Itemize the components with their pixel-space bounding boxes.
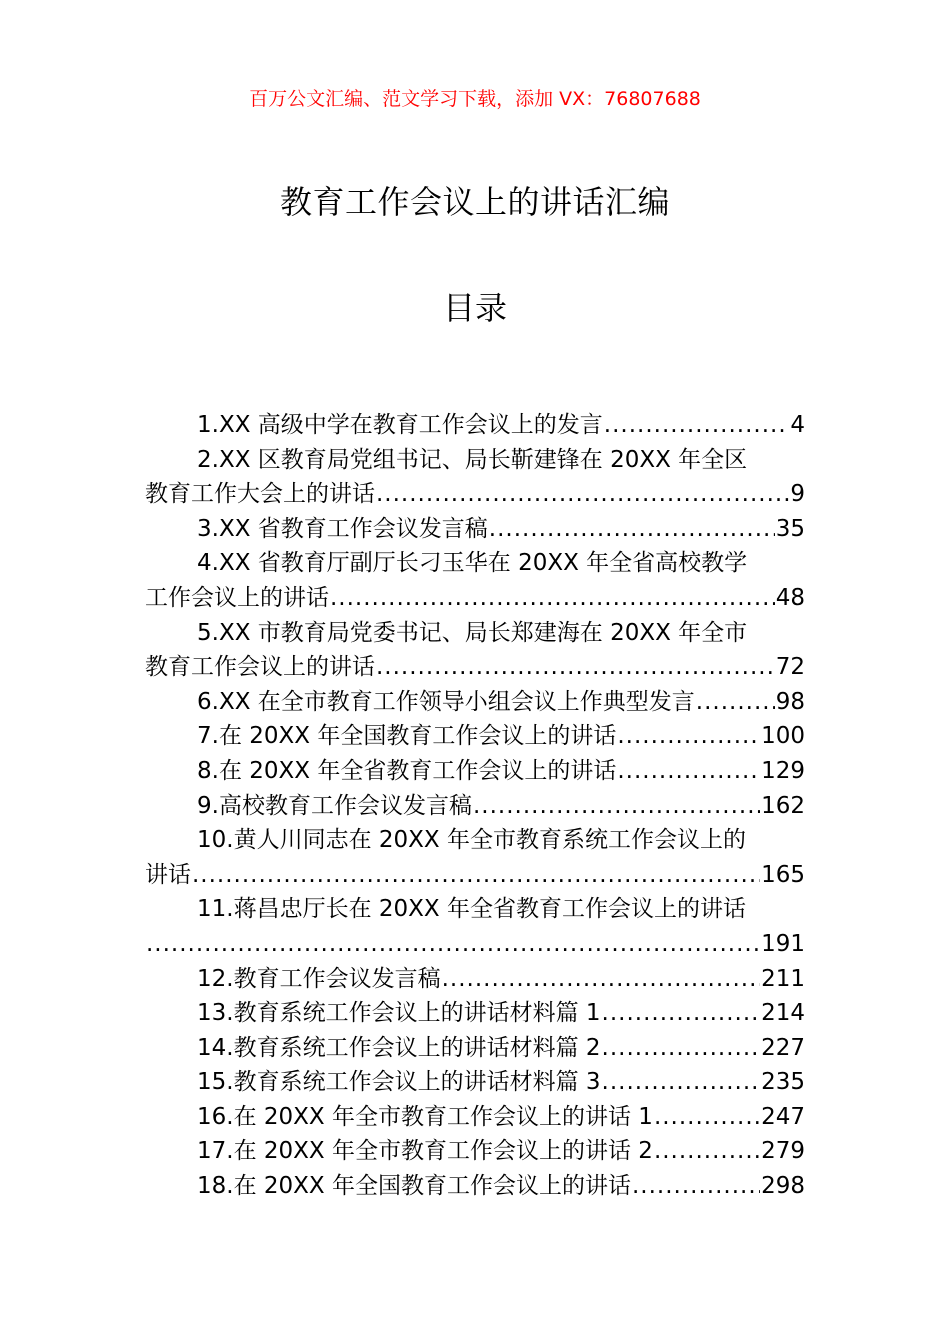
toc-entry[interactable] (145, 443, 805, 512)
dot-leader (376, 650, 775, 685)
toc-entry-line (145, 789, 805, 824)
toc-entry[interactable] (145, 1031, 805, 1066)
dot-leader (602, 1031, 761, 1066)
toc-page-number: 4 (790, 412, 805, 438)
dot-leader (146, 927, 760, 962)
toc-entry-title: 4.XX 省教育厅副厅长刁玉华在 20XX 年全省高校教学 (197, 550, 748, 577)
toc-entry-line (145, 1169, 805, 1204)
toc-entry-title-continued: 教育工作会议上的讲话 (145, 654, 375, 681)
toc-entry[interactable] (145, 754, 805, 789)
promo-banner: 百万公文汇编、范文学习下载，添加 VX：76807688 (249, 88, 701, 110)
toc-heading: 目录 (442, 289, 507, 327)
toc-page-number: 227 (761, 1034, 805, 1061)
toc-entry-title-continued: 教育工作大会上的讲话 (145, 481, 375, 508)
toc-entry-continuation (145, 477, 805, 512)
toc-page-number: 279 (761, 1138, 805, 1165)
toc-entry-title: 16.在 20XX 年全市教育工作会议上的讲话 1 (197, 1103, 653, 1130)
toc-entry-line (145, 962, 805, 997)
toc-entry[interactable] (145, 546, 805, 615)
toc-entry-line (145, 616, 805, 651)
toc-entry-title: 1.XX 高级中学在教育工作会议上的发言 (197, 412, 603, 438)
toc-page-number: 48 (775, 584, 805, 611)
dot-leader (604, 408, 790, 443)
toc-page-number: 235 (761, 1069, 805, 1096)
toc-entry-line (145, 1031, 805, 1066)
toc-entry-title: 9.高校教育工作会议发言稿 (197, 792, 472, 819)
toc-entry-line (145, 1100, 805, 1135)
document-title: 教育工作会议上的讲话汇编 (279, 183, 670, 221)
dot-leader (489, 512, 775, 547)
toc-entry[interactable] (145, 823, 805, 892)
toc-entry-line (145, 685, 805, 720)
toc-page-number: 9 (790, 481, 805, 508)
toc-entry-title: 5.XX 市教育局党委书记、局长郑建海在 20XX 年全市 (197, 619, 748, 646)
toc-entry-title-continued: 工作会议上的讲话 (145, 584, 329, 611)
dot-leader (192, 858, 760, 893)
toc-page-number: 35 (775, 515, 805, 542)
toc-page-number: 72 (775, 654, 805, 681)
toc-entry-title: 14.教育系统工作会议上的讲话材料篇 2 (197, 1034, 601, 1061)
dot-leader (602, 996, 761, 1031)
toc-entry-line (145, 754, 805, 789)
toc-entry[interactable] (145, 1169, 805, 1204)
dot-leader (632, 1169, 760, 1204)
toc-page-number: 191 (761, 930, 805, 957)
toc-page-number: 247 (761, 1103, 805, 1130)
toc-entry-continuation (145, 858, 805, 893)
dot-leader (330, 581, 775, 616)
toc-entry-line (145, 512, 805, 547)
toc-entry-title: 10.黄人川同志在 20XX 年全市教育系统工作会议上的 (197, 827, 746, 854)
toc-entry[interactable] (145, 962, 805, 997)
toc-entry[interactable] (145, 1065, 805, 1100)
toc-entry-title: 11.蒋昌忠厅长在 20XX 年全省教育工作会议上的讲话 (197, 896, 746, 923)
toc-entry-line (145, 443, 805, 478)
toc-entry-title: 2.XX 区教育局党组书记、局长靳建锋在 20XX 年全区 (197, 446, 748, 473)
dot-leader (696, 685, 775, 720)
toc-entry[interactable] (145, 685, 805, 720)
toc-entry-continuation (145, 650, 805, 685)
toc-page-number: 298 (761, 1173, 805, 1200)
toc-entry[interactable] (145, 892, 805, 961)
toc-entry[interactable] (145, 1100, 805, 1135)
toc-page-number: 129 (761, 757, 805, 784)
toc-entry-title: 13.教育系统工作会议上的讲话材料篇 1 (197, 1000, 601, 1027)
dot-leader (617, 719, 760, 754)
toc-page-number: 165 (761, 861, 805, 888)
toc-entry-title: 7.在 20XX 年全国教育工作会议上的讲话 (197, 723, 617, 750)
toc-entry-line (145, 1065, 805, 1100)
toc-entry-title: 8.在 20XX 年全省教育工作会议上的讲话 (197, 757, 617, 784)
dot-leader (376, 477, 789, 512)
toc-entry-continuation (145, 581, 805, 616)
toc-page-number: 214 (761, 1000, 805, 1027)
toc-entry-title: 17.在 20XX 年全市教育工作会议上的讲话 2 (197, 1138, 653, 1165)
dot-leader (617, 754, 760, 789)
toc-page-number: 211 (761, 965, 805, 992)
dot-leader (442, 962, 761, 997)
toc-entry-title: 15.教育系统工作会议上的讲话材料篇 3 (197, 1069, 601, 1096)
dot-leader (473, 789, 760, 824)
toc-entry-line (145, 1134, 805, 1169)
dot-leader (654, 1100, 760, 1135)
toc-entry-line (145, 823, 805, 858)
toc-page-number: 100 (761, 723, 805, 750)
dot-leader (654, 1134, 760, 1169)
toc-entry-line (145, 546, 805, 581)
toc-entry-title: 3.XX 省教育工作会议发言稿 (197, 515, 488, 542)
toc-entry[interactable] (145, 789, 805, 824)
toc-entry-title: 18.在 20XX 年全国教育工作会议上的讲话 (197, 1173, 631, 1200)
toc-page-number: 98 (775, 688, 805, 715)
toc-entry-title-continued: 讲话 (145, 861, 191, 888)
toc-entry-title: 6.XX 在全市教育工作领导小组会议上作典型发言 (197, 688, 695, 715)
toc-entry[interactable] (145, 408, 805, 443)
toc-entry-line (145, 996, 805, 1031)
toc-entry-line (145, 892, 805, 927)
toc-page-number: 162 (761, 792, 805, 819)
toc-entry[interactable] (145, 616, 805, 685)
toc-entry[interactable] (145, 512, 805, 547)
toc-entry-line (145, 719, 805, 754)
toc-entry-continuation (145, 927, 805, 962)
table-of-contents (145, 408, 805, 1204)
toc-entry[interactable] (145, 996, 805, 1031)
toc-entry-line (145, 408, 805, 443)
toc-entry[interactable] (145, 719, 805, 754)
toc-entry[interactable] (145, 1134, 805, 1169)
dot-leader (602, 1065, 761, 1100)
toc-entry-title: 12.教育工作会议发言稿 (197, 965, 441, 992)
